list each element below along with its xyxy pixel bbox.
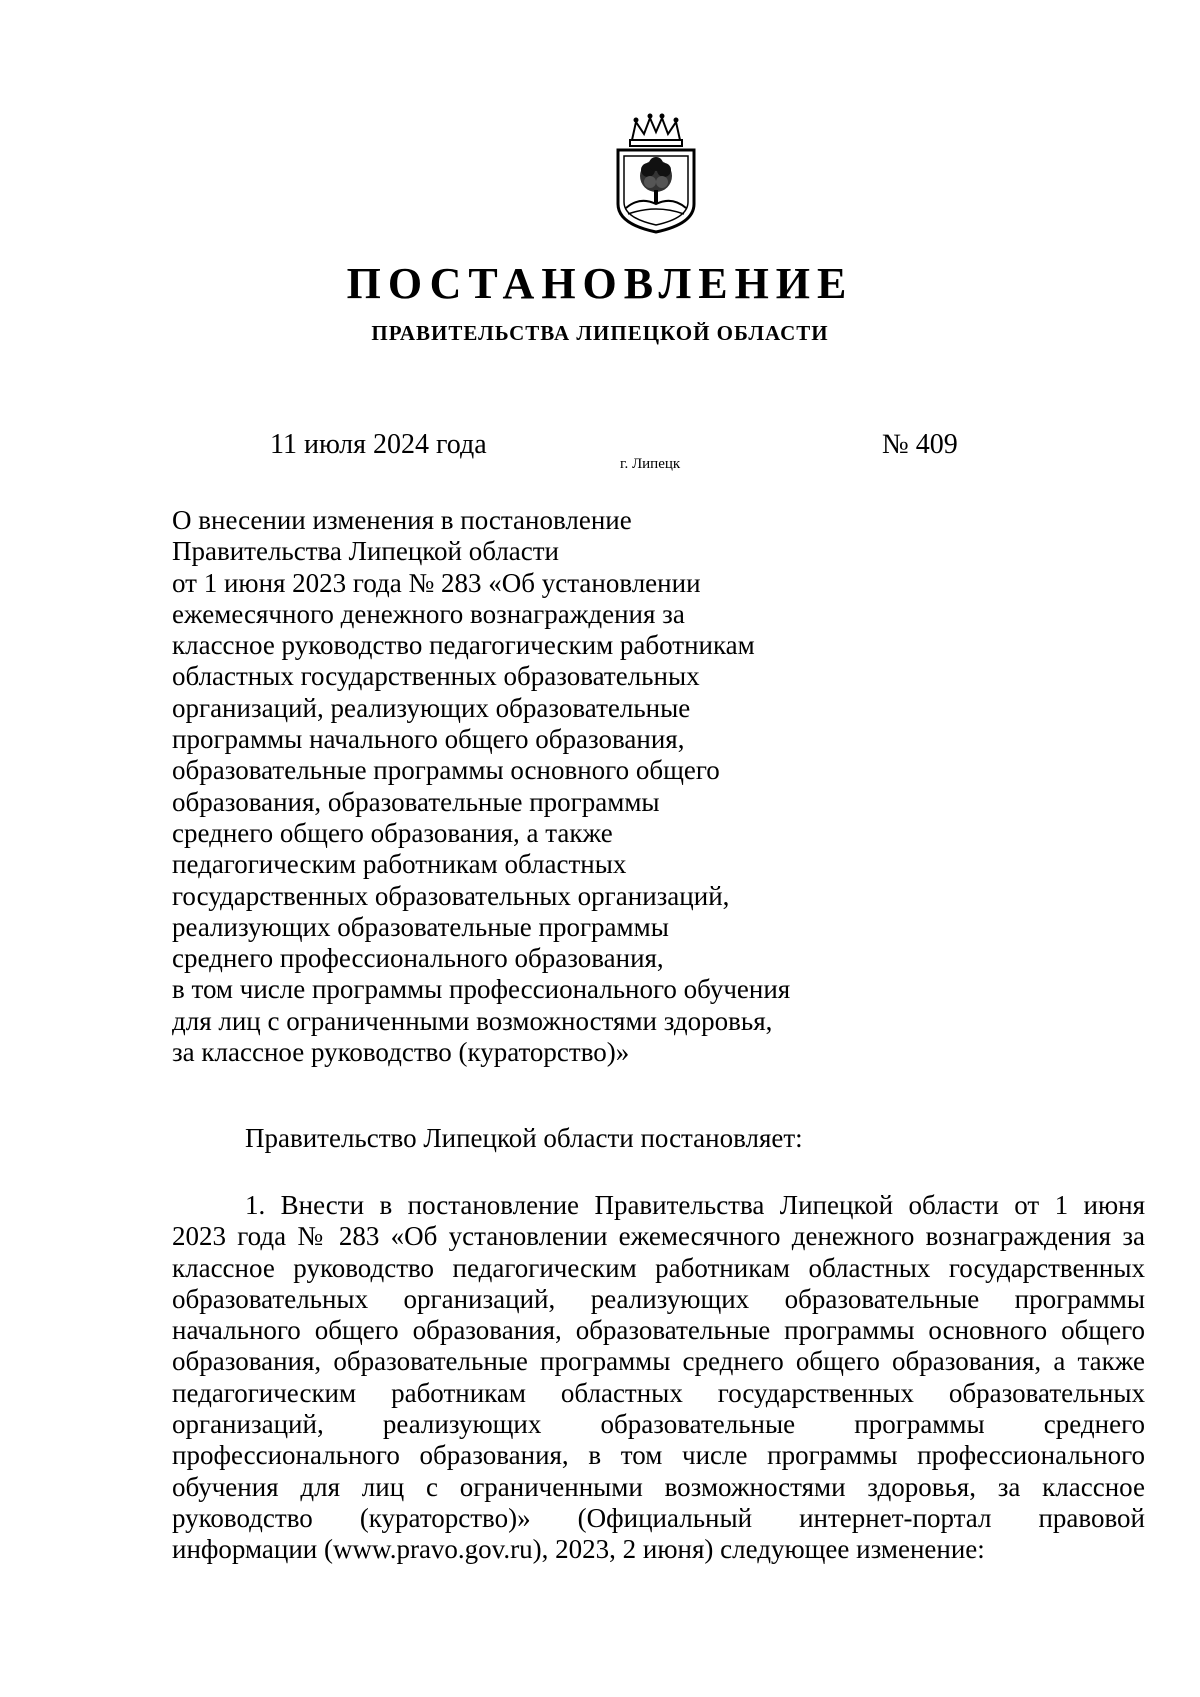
document-number: № 409 (882, 429, 958, 460)
subject-line: О внесении изменения в постановление (172, 505, 632, 535)
document-body (172, 1190, 1145, 1566)
body-line: образования, образовательные программы среднего общего образования, а также (172, 1346, 1145, 1377)
subject-line: образования, образовательные программы (172, 786, 660, 817)
subject-line: областных государственных образовательных (172, 661, 700, 692)
document-subtitle: ПРАВИТЕЛЬСТВА ЛИПЕЦКОЙ ОБЛАСТИ (371, 321, 829, 345)
body-line: обучения для лиц с ограниченными возможностями здоровья, за классное (172, 1471, 1145, 1502)
document-subject (172, 505, 872, 1068)
subject-line: программы начального общего образования, (172, 724, 685, 755)
subject-line: ежемесячного денежного вознаграждения за (172, 598, 685, 629)
subject-line: классное руководство педагогическим работникам (172, 630, 755, 661)
body-line: начального общего образования, образовательные программы основного общего (172, 1315, 1145, 1346)
body-line: классное руководство педагогическим работникам областных государственных (172, 1252, 1145, 1283)
body-line: 1. Внести в постановление Правительства Липецкой области от 1 июня (245, 1190, 1145, 1220)
subject-line: для лиц с ограниченными возможностями здоровья, (172, 1005, 773, 1036)
subject-line: в том числе программы профессионального обучения (172, 974, 791, 1005)
subject-line: от 1 июня 2023 года № 283 «Об установлении (172, 567, 701, 598)
body-line: профессионального образования, в том числе программы профессионального (172, 1440, 1145, 1471)
document-date: 11 июля 2024 года (270, 429, 487, 460)
body-line: педагогическим работникам областных государственных образовательных (172, 1377, 1145, 1408)
subject-line: реализующих образовательные программы (172, 911, 669, 942)
body-line: образовательных организаций, реализующих образовательные программы (172, 1283, 1145, 1314)
body-line: 2023 года № 283 «Об установлении ежемесячного денежного вознаграждения за (172, 1221, 1145, 1252)
coat-of-arms-icon (610, 112, 702, 236)
preamble: Правительство Липецкой области постановляет: (245, 1123, 803, 1153)
document-title: ПОСТАНОВЛЕНИЕ (346, 259, 854, 308)
subject-line: педагогическим работникам областных (172, 849, 627, 880)
subject-line: среднего общего образования, а также (172, 817, 613, 848)
subject-line: образовательные программы основного общего (172, 755, 720, 786)
subject-line: за классное руководство (кураторство)» (172, 1037, 630, 1068)
subject-line: государственных образовательных организаций, (172, 880, 730, 911)
body-line: руководство (кураторство)» (Официальный интернет-портал правовой (172, 1502, 1145, 1533)
subject-line: организаций, реализующих образовательные (172, 692, 691, 723)
subject-line: среднего профессионального образования, (172, 943, 664, 974)
document-city: г. Липецк (620, 456, 681, 472)
subject-line: Правительства Липецкой области (172, 536, 560, 567)
body-line: организаций, реализующих образовательные программы среднего (172, 1409, 1145, 1440)
body-line: информации (www.pravo.gov.ru), 2023, 2 июня) следующее изменение: (172, 1534, 985, 1565)
